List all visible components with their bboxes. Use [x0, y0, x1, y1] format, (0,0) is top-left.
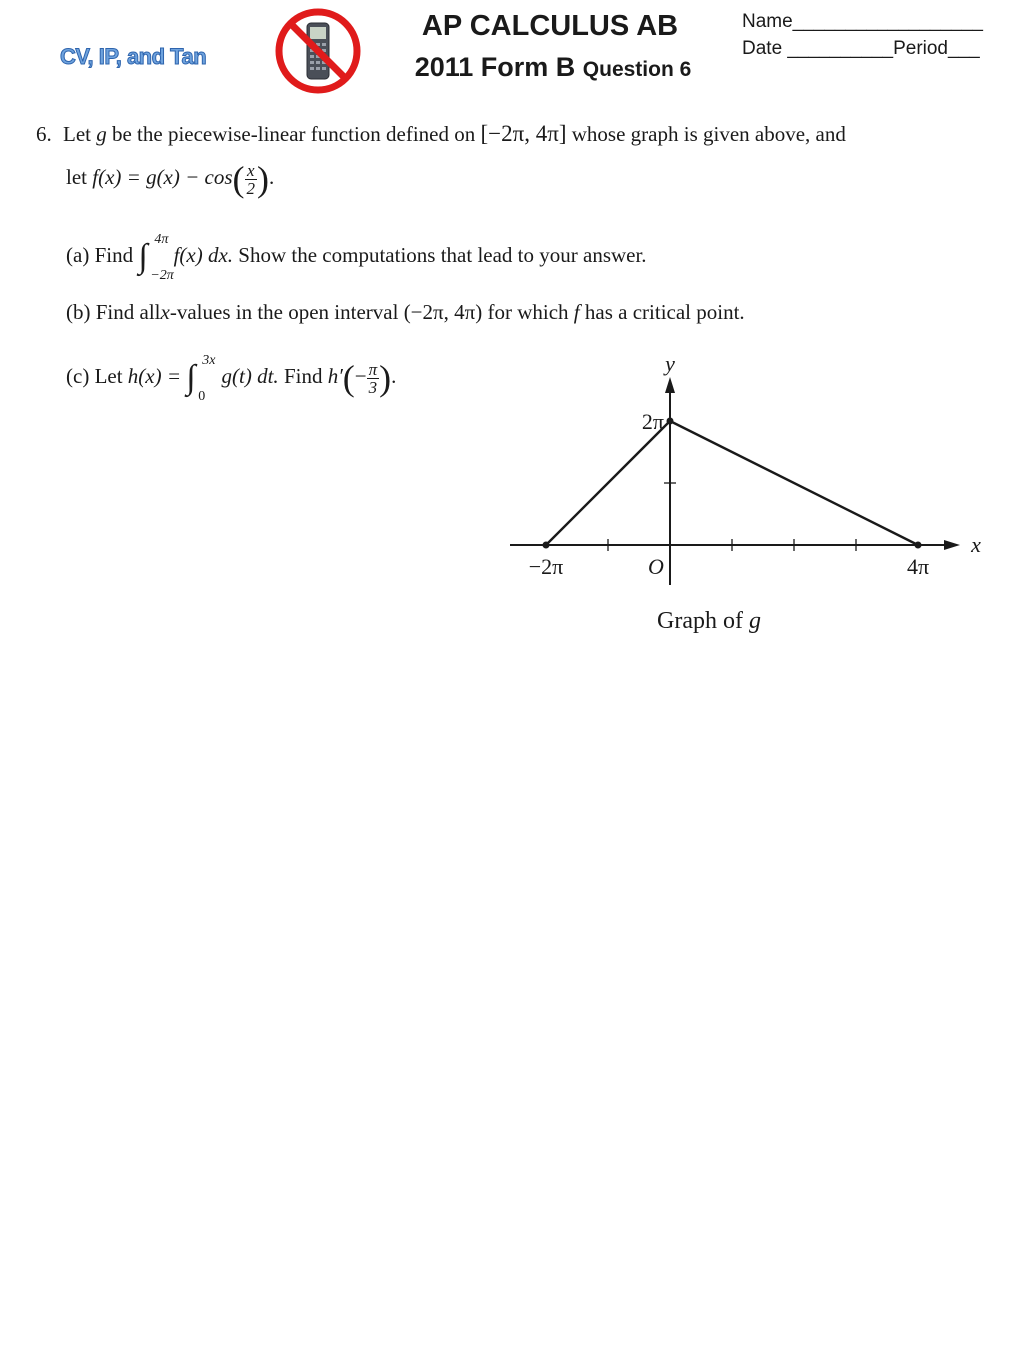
integrand: f(x) dx.: [173, 242, 234, 267]
part-a-label: (a): [66, 242, 90, 267]
y-axis-label: y: [665, 351, 675, 376]
question-label: Question 6: [582, 58, 692, 81]
problem-intro-line1: [36, 121, 846, 147]
frac-numerator: π: [368, 359, 378, 379]
f-definition-line: let f(x) = g(x) − cos( $\frac{x}{2}$ ).: [66, 159, 275, 199]
date-period-field[interactable]: Date __________Period___: [742, 38, 980, 59]
intro-text: whose graph is given above, and: [571, 122, 846, 146]
part-a-instruction: Show the computations that lead to your answer.: [238, 242, 647, 267]
graph-of-g: [505, 340, 995, 600]
no-calculator-icon: [272, 8, 364, 99]
part-c: (c) Let h(x) = ∫ 3x 0 g(t) dt. Find h′(− $\frac{\pi}{3}$ ).: [66, 353, 397, 404]
minus-sign: −: [354, 363, 367, 388]
part-b-text: for which: [487, 300, 569, 324]
name-date-box: [742, 8, 983, 62]
caption-var: g: [748, 608, 761, 634]
part-b-label: (b): [66, 300, 91, 324]
upper-limit: 4π: [154, 232, 169, 247]
x-axis-arrow: [944, 540, 960, 550]
open-interval: (−2π, 4π): [403, 300, 483, 324]
g-vertex-point: [543, 542, 550, 549]
form-label: 2011 Form B: [414, 52, 576, 82]
let-text: let: [66, 164, 87, 189]
find-text: Find: [283, 363, 323, 388]
g-vertex-point: [915, 542, 922, 549]
h-definition: h(x) =: [127, 363, 182, 388]
g-vertex-point: [667, 418, 674, 425]
var-g: g: [96, 122, 107, 146]
intro-text: be the piecewise-linear function defined on: [111, 122, 476, 146]
x-axis-label: x: [971, 532, 981, 557]
find-text: Find: [94, 242, 134, 267]
origin-label: O: [648, 554, 664, 579]
topic-label: CV, IP, and Tan: [60, 44, 207, 69]
y-axis-arrow: [665, 377, 675, 393]
part-c-label: (c): [66, 363, 90, 388]
var-x: x: [160, 300, 170, 324]
h-prime: h′: [327, 363, 343, 388]
x-tick-label: −2π: [528, 554, 564, 579]
x-tick-label: 4π: [906, 554, 930, 579]
upper-limit: 3x: [202, 353, 216, 368]
problem-number: 6.: [36, 122, 52, 146]
part-a: (a) Find ∫ 4π −2π f(x) dx. Show the computations that lead to your answer.: [66, 232, 647, 283]
part-b-text: Find all: [95, 300, 161, 324]
caption-text: Graph of: [657, 608, 743, 634]
name-field[interactable]: Name__________________: [742, 11, 983, 32]
frac-denominator: 3: [368, 377, 378, 397]
lower-limit: −2π: [150, 268, 174, 283]
lower-limit: 0: [198, 389, 206, 404]
part-b-text: has a critical point.: [584, 300, 745, 324]
y-tick-label: 2π: [641, 409, 664, 434]
f-definition: f(x) = g(x) − cos: [92, 164, 233, 189]
part-b: [66, 300, 745, 325]
graph-caption: [657, 608, 761, 635]
let-text: Let: [94, 363, 123, 388]
frac-denominator: 2: [246, 178, 256, 198]
frac-numerator: x: [245, 162, 258, 180]
integrand: g(t) dt.: [221, 363, 279, 388]
intro-text: Let: [63, 122, 91, 146]
page-title: AP CALCULUS AB: [421, 10, 679, 42]
interval: [−2π, 4π]: [480, 121, 567, 146]
g-series-line: [546, 421, 918, 545]
page-subtitle: [398, 52, 708, 83]
part-b-text: -values in the open interval: [169, 300, 399, 324]
var-f: f: [573, 300, 580, 324]
